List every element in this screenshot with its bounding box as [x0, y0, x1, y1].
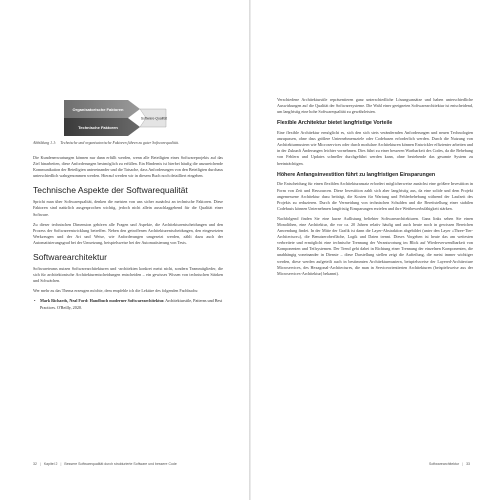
- paragraph: Spricht man über Softwarequalität, denken die meisten von uns sicher zunächst an technische Faktoren. Diese Faktoren sind natürlich ausgesprochen wichtig, jedoch nicht allein ausschlaggebend für die Qualität einer Software.: [33, 199, 223, 217]
- figure-number: Abbildung 1.1:: [33, 141, 57, 145]
- quality-factors-figure: [60, 96, 170, 138]
- book-reference-title: Mark Richards, Neal Ford: Handbuch moderner Softwarearchitektur.: [40, 298, 165, 304]
- subheading-flexible-architecture: Flexible Architektur bietet langfristige Vorteile: [277, 120, 393, 127]
- figure-caption-text: Technische und organisatorische Faktoren führen zu guter Softwarequalität.: [60, 141, 179, 145]
- section-heading-technical: Technische Aspekte der Softwarequalität: [33, 185, 188, 196]
- chapter-title: Bessere Softwarequalität durch strukturierte Software und bessere Code: [64, 462, 177, 466]
- right-page: [251, 0, 500, 500]
- section-heading-architecture: Softwarearchitektur: [33, 252, 108, 263]
- tech-factors-label: Technische Faktoren: [78, 124, 118, 130]
- right-footer: Softwarearchitektur | 33: [429, 462, 470, 466]
- page-number: 32: [33, 462, 37, 466]
- figure-caption: [33, 141, 223, 146]
- subheading-initial-investment: Höhere Anfangsinvestition führt zu langfristigen Einsparungen: [277, 171, 436, 178]
- paragraph: Die Entscheidung für einen flexiblen Architekturansatz erfordert möglicherweise zunächst eine größere Investition in Form von Zeit und Ressourcen. Diese Investition zahlt sich aber langfristig aus, da eine solide und dem Projekt angemessene Architektur dazu beiträgt, die Kosten für Wartung und Fehlerbehebung während der Laufzeit des Projekts zu reduzieren. Durch die Vermeidung von technischen Schulden und die Bereitstellung einer stabilen Codebasis können Unternehmen langfristig Einsparungen erzielen und ihre Wettbewerbsfähigkeit stärken.: [277, 181, 473, 211]
- paragraph: Die Kundenerwartungen können nur dann erfüllt werden, wenn alle Beteiligten eines Softwareprojekts auf das Ziel hinarbeiten, diese Anforderungen bestmöglich zu erfüllen. Ein Hindernis ist hierbei häufig die unzureichende Kommunikation der Beteiligten untereinander und die Tatsache, dass Anforderungen von den Beteiligten durchaus unterschiedlich wahrgenommen werden. Hierauf werden wir in diesem Buch noch detailliert eingehen.: [33, 155, 223, 179]
- quality-label: Software-Qualität: [140, 116, 168, 121]
- left-footer: 32 | Kapitel 2 | Bessere Softwarequalität durch strukturierte Software und bessere Code: [33, 462, 177, 466]
- book-reference-item: [33, 298, 223, 310]
- paragraph: Eine flexible Architektur ermöglicht es, sich den sich stets verändernden Anforderungen und neuen Technologien anzupassen, ohne dass größere Unternehmensziele oder Codebasen erforderlich werden. Durch die Nutzung von Architekturmustern wie Microservices oder durch modulare Architekturen können Entwickler effizienter arbeiten und in der Zukunft Änderungen leichter vornehmen. Dies führt zu einer besseren Wartbarkeit des Codes, da die Behebung von Fehlern und Updates schneller durchgeführt werden kann, ohne bestehende das gesamte System zu beeinträchtigen.: [277, 130, 473, 166]
- book-reference-details: Architekturstile, Patterns und Best Practices. O'Reilly, 2020.: [40, 298, 223, 310]
- right-text-column: [277, 97, 473, 281]
- paragraph: Nachfolgend finden Sie eine kurze Auflistung beliebter Softwarearchitekturen. Ganz links sehen Sie einen Monolithen, eine Architektur, die vor ca. 20 Jahren relativ häufig und auch heute noch in gewissen Bereichen Anwendung findet. In der Mitte der Grafik ist dann die Layer-Abstraktion abgebildet (unter den Layer »Three-Tier-Architecture«), die Benutzeroberfläche, Logik und Daten trennt. Dieses Vorgehen ist heute das am weitesten verbreitete und ermöglicht eine technische Trennung der Verantwortung im Blick auf Wiederverwendbarkeit von Komponenten und Teilsystemen. Der Trend geht dabei in Richtung einer Trennung der einzelnen Komponenten, die unabhängig voneinander in Dienste – diese Darstellung stellen zeigt die Aufteilung, die meist immer wichtiger werden, diese werden aufgeteilt auch in bestimmten Architekturmustern, beispielsweise der Layered-Architecture Microservices, des Hexagonal-Architectures, die man in Serviceorientierten Architekturen (beispielsweise aus der Microservices-Architektur) bekannt).: [277, 215, 473, 276]
- left-page: [0, 0, 249, 500]
- page-number: 33: [466, 462, 470, 466]
- paragraph: Verschiedene Architekturstile repräsentieren ganz unterschiedliche Lösungsansätze und haben unterschiedliche Auswirkungen auf die Qualität der Softwaresysteme. Die Wahl einer geeigneten Softwarearchitektur ist entscheidend, um langfristig eine hohe Softwarequalität zu gewährleisten.: [277, 97, 473, 115]
- section-title: Softwarearchitektur: [429, 462, 460, 466]
- paragraph: Zu dieser technischen Dimension gehören alle Fragen und Aspekte, die Architekturentscheidungen und den Prozess der Softwareentwicklung betreffen. Neben den getroffenen Architekturentscheidungen, den eingesetzten Werkzeugen und der Art und Weise, wie Anforderungen umgesetzt werden, zählt dazu auch der Automatisierungsgrad bei der Umsetzung, beispielsweise bei der Automatisierung von Tests.: [33, 221, 223, 245]
- chapter-label: Kapitel 2: [43, 462, 58, 466]
- paragraph: Softwareteams nutzen Softwarearchitekturen und -architekten konkret meist nicht, sondern Teammitglieder, die sich für architektonische Architekturentscheidungen entscheiden – ein gewisses Wissen von technischen Stärken und Schwächen.: [33, 266, 223, 284]
- org-factors-label: Organisatorische Faktoren: [72, 106, 124, 112]
- paragraph: Wer mehr zu das Thema erzeugen möchte, dem empfehle ich die Lektüre des folgenden Fachbuchs:: [33, 288, 199, 294]
- left-text-column: [33, 155, 223, 315]
